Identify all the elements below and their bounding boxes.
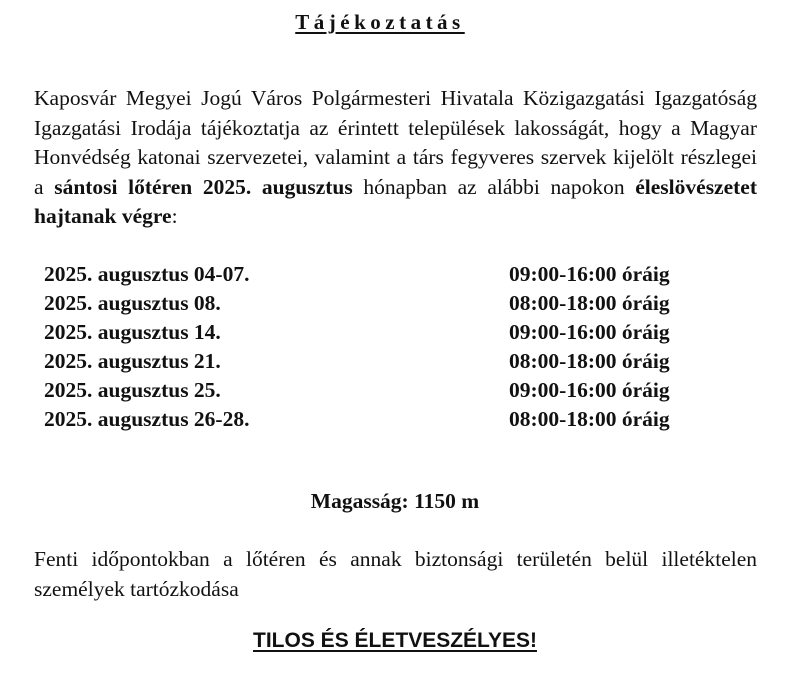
document-title: Tájékoztatás: [295, 10, 465, 34]
schedule-row: [44, 289, 744, 318]
schedule-date: 2025. augusztus 04-07.: [44, 262, 250, 286]
schedule-time: 09:00-16:00 óráig: [509, 320, 670, 344]
intro-bold-location: sántosi lőtéren 2025. augusztus: [54, 174, 353, 199]
intro-text-3: :: [171, 204, 178, 228]
altitude-line: Magasság: 1150 m: [310, 489, 480, 513]
intro-text-1: Kaposvár Megyei Jogú Város Polgármesteri Hivatala Közigazgatási Igazgatóság Igazgatási Irodája tájékoztatja az érintett települések lakosságát, hogy a Magyar Honvédség katonai szervezetei, valamint a társ fegyveres szervek kijelölt részlegei a: [34, 86, 757, 199]
schedule-date: 2025. augusztus 08.: [44, 291, 221, 315]
schedule-row: [44, 260, 744, 289]
intro-paragraph: [34, 84, 757, 232]
schedule-date: 2025. augusztus 25.: [44, 378, 221, 402]
schedule-row: [44, 376, 744, 405]
schedule-time: 08:00-18:00 óráig: [509, 407, 670, 431]
intro-bold-action: éleslövészetet hajtanak végre: [34, 174, 758, 228]
schedule-time: 08:00-18:00 óráig: [509, 291, 670, 315]
intro-text-2: hónapban az alábbi napokon: [352, 174, 636, 199]
schedule-time: 09:00-16:00 óráig: [509, 378, 670, 402]
schedule-row: [44, 347, 744, 376]
warning-heading: TILOS ÉS ÉLETVESZÉLYES!: [253, 629, 537, 652]
schedule-row: [44, 318, 744, 347]
notice-paragraph: Fenti időpontokban a lőtéren és annak biztonsági területén belül illetéktelen személyek tartózkodása: [34, 547, 757, 601]
schedule-date: 2025. augusztus 14.: [44, 320, 221, 344]
schedule-time: 08:00-18:00 óráig: [509, 349, 670, 373]
schedule-row: [44, 405, 744, 434]
schedule-list: [44, 260, 744, 434]
schedule-time: 09:00-16:00 óráig: [509, 262, 670, 286]
schedule-date: 2025. augusztus 26-28.: [44, 407, 250, 431]
schedule-date: 2025. augusztus 21.: [44, 349, 221, 373]
